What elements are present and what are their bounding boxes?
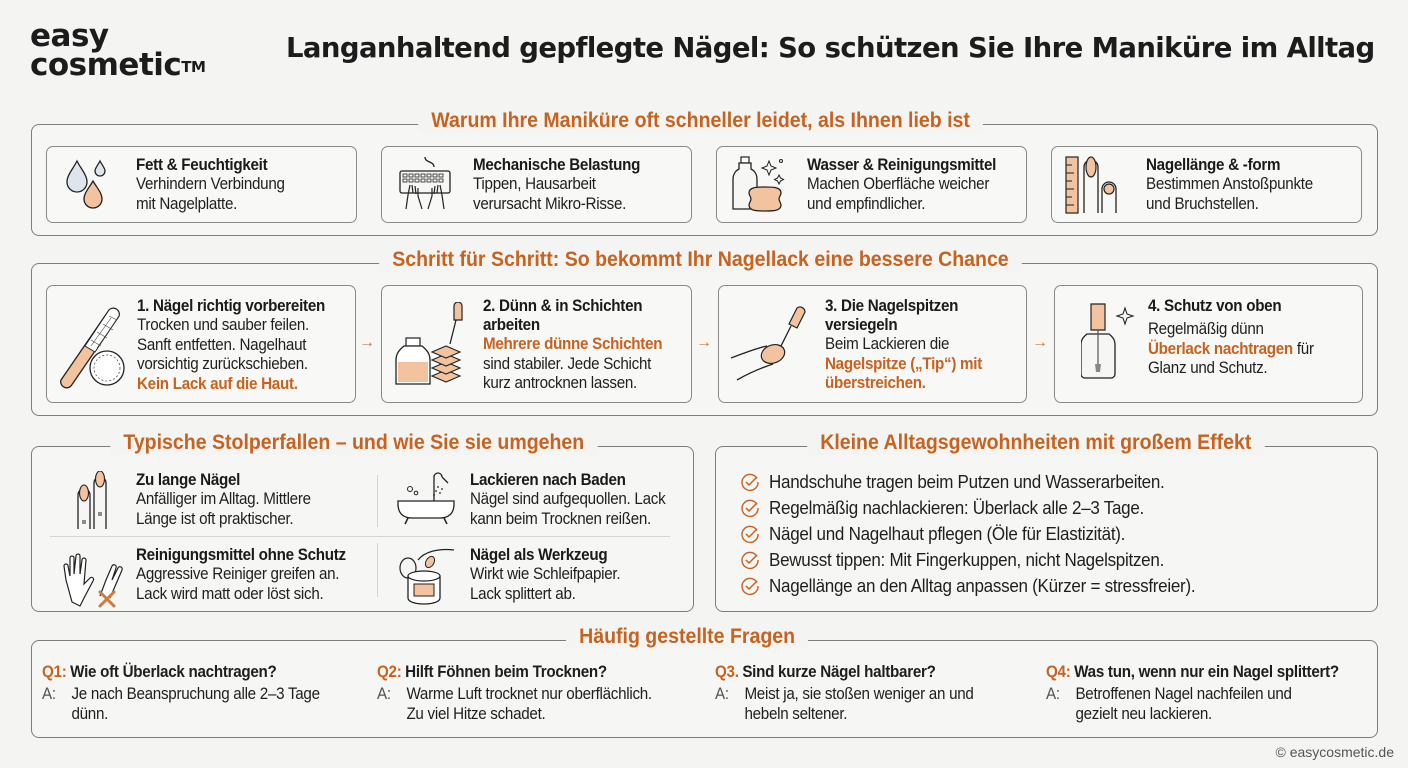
step-title: 2. Dünn & in Schichten [483,297,643,315]
ruler-nails-icon [1064,153,1126,217]
answer-line: Betroffenen Nagel nachfeilen und [1075,685,1292,703]
pitfall-body-line: kann beim Trocknen reißen. [470,509,651,528]
causes-section [31,109,1378,236]
answer-label: A: [42,685,56,703]
water-drops-icon [63,155,123,215]
pitfall-title: Nägel als Werkzeug [470,546,608,564]
faq-item-1 [42,663,344,724]
keyboard-hands-icon [394,153,456,215]
card-body-line: und empfindlicher. [807,194,926,213]
cause-card-fat-moisture [46,146,357,223]
faq-section-title: Häufig gestellte Fragen [566,625,808,649]
page-title: Langanhaltend gepflegte Nägel: So schützen Sie Ihre Maniküre im Alltag [286,32,1375,64]
faq-item-2 [377,663,676,724]
card-body-line: Bestimmen Anstoßpunkte [1146,175,1313,193]
nail-file-pad-icon [55,302,131,392]
card-title: Nagellänge & -form [1146,156,1281,174]
trademark: TM [181,58,206,76]
habit-item [740,547,1232,573]
cause-card-mechanical [381,146,692,223]
step-body-line: Sanft entfetten. Nagelhaut [137,335,307,354]
answer-label: A: [715,685,729,703]
step-title-cont: versiegeln [825,316,898,334]
habits-list [740,469,1232,599]
card-body-line: verursacht Mikro-Risse. [473,194,627,213]
pitfall-painting-after-bath [386,471,686,531]
step-card-1 [46,285,356,403]
pitfall-body-line: Länge ist oft praktischer. [136,509,294,528]
can-opening-icon [394,546,458,606]
habits-section [715,431,1378,612]
question-number: Q4: [1046,663,1071,681]
answer-line: gezielt neu lackieren. [1075,704,1212,723]
card-body-line: Tippen, Hausarbeit [473,175,596,193]
step-arrow-icon: → [359,334,375,351]
habit-text: Handschuhe tragen beim Putzen und Wasserarbeiten. [769,471,1165,492]
step-title: 1. Nägel richtig vorbereiten [137,297,325,315]
answer-label: A: [377,685,391,703]
answer-label: A: [1046,685,1060,703]
pitfall-body-line: Lack splittert ab. [470,584,576,603]
question-number: Q1: [42,663,67,681]
card-body-line: und Bruchstellen. [1146,194,1259,213]
card-title: Mechanische Belastung [473,156,641,174]
step-highlight: überstreichen. [825,374,926,392]
gloves-cross-icon [60,548,124,608]
answer-line: dünn. [71,704,109,723]
step-highlight: Mehrere dünne Schichten [483,335,663,353]
step-title-cont: arbeiten [483,316,540,334]
pitfall-title: Zu lange Nägel [136,471,241,489]
step-body-line: Regelmäßig dünn [1148,320,1264,338]
habit-text: Bewusst tippen: Mit Fingerkuppen, nicht Nagelspitzen. [769,549,1165,570]
answer-line: Meist ja, sie stoßen weniger an und [744,685,974,703]
topcoat-bottle-icon [1081,300,1151,390]
pitfall-body-line: Lack wird matt oder löst sich. [136,584,324,603]
pitfalls-section-title: Typische Stolperfallen – und wie Sie sie umgehen [110,431,597,455]
card-body-line: Verhindern Verbindung [136,175,285,193]
logo-line1: easy [30,18,109,54]
faq-item-3 [715,663,996,724]
step-card-3 [718,285,1027,403]
habit-item [740,469,1232,495]
pitfall-body-line: Nägel sind aufgequollen. Lack [470,490,666,508]
check-circle-icon [740,498,760,518]
pitfalls-section [31,431,694,612]
step-body-line: kurz antrocknen lassen. [483,374,637,392]
step-body-line: sind stabiler. Jede Schicht [483,354,652,373]
step-title: 4. Schutz von oben [1148,297,1282,315]
pitfall-body-line: Aggressive Reiniger greifen an. [136,565,340,583]
faq-section [31,625,1378,738]
card-title: Wasser & Reinigungsmittel [807,156,997,174]
answer-line: hebeln seltener. [744,704,848,723]
step-body-line: vorsichtig zurückschieben. [137,355,308,373]
step-arrow-icon: → [696,334,712,351]
habit-item [740,521,1232,547]
steps-section [31,248,1378,416]
polish-bottle-layers-icon [392,302,472,392]
habit-text: Nagellänge an den Alltag anpassen (Kürzer = stressfreier). [769,575,1196,596]
check-circle-icon [740,550,760,570]
faq-item-4 [1046,663,1364,724]
copyright-footer: © easycosmetic.de [1275,744,1394,760]
pitfall-long-nails [50,471,370,531]
pitfall-body-line: Wirkt wie Schleifpapier. [470,565,621,583]
cause-card-water-detergent [716,146,1027,223]
brand-logo [30,18,206,83]
causes-section-title: Warum Ihre Maniküre oft schneller leidet, als Ihnen lieb ist [418,109,983,133]
step-arrow-icon: → [1032,334,1048,351]
check-circle-icon [740,524,760,544]
cause-card-nail-length [1051,146,1362,223]
pitfall-nails-as-tool [386,546,686,606]
step-body-line: Glanz und Schutz. [1148,359,1268,377]
habit-text: Regelmäßig nachlackieren: Überlack alle 2–3 Tage. [769,497,1145,518]
pitfalls-divider-horizontal [50,536,670,537]
pitfall-detergent-without-protection [50,546,370,606]
pitfalls-divider-vertical [377,475,378,527]
card-body-line: Machen Oberfläche weicher [807,175,990,193]
question-text: Hilft Föhnen beim Trocknen? [405,663,607,681]
step-body-text: für [1292,339,1314,358]
step-card-4 [1054,285,1363,403]
check-circle-icon [740,472,760,492]
answer-line: Warme Luft trocknet nur oberflächlich. [406,685,652,703]
pitfall-title: Reinigungsmittel ohne Schutz [136,546,346,564]
question-text: Was tun, wenn nur ein Nagel splittert? [1074,663,1339,681]
habit-item [740,573,1232,599]
check-circle-icon [740,576,760,596]
question-text: Sind kurze Nägel haltbarer? [742,663,936,681]
habit-item [740,495,1232,521]
question-text: Wie oft Überlack nachtragen? [70,663,277,681]
step-highlight: Kein Lack auf die Haut. [137,374,298,393]
step-highlight: Überlack nachtragen [1148,339,1293,358]
pitfall-title: Lackieren nach Baden [470,471,626,489]
answer-line: Zu viel Hitze schadet. [406,704,546,723]
card-title: Fett & Feuchtigkeit [136,156,268,174]
long-nails-icon [64,471,124,531]
step-highlight: Nagelspitze („Tip“) mit [825,354,983,373]
question-number: Q2: [377,663,402,681]
steps-section-title: Schritt für Schritt: So bekommt Ihr Nagellack eine bessere Chance [379,248,1022,272]
logo-line2: cosmetic [30,47,182,83]
answer-line: Je nach Beanspruchung alle 2–3 Tage [71,685,320,703]
brush-fingertip-icon [727,302,813,392]
card-body-line: mit Nagelplatte. [136,194,238,213]
pitfalls-divider-vertical [377,543,378,597]
step-card-2 [381,285,692,403]
step-title: 3. Die Nagelspitzen [825,297,959,315]
habit-text: Nägel und Nagelhaut pflegen (Öle für Elastizität). [769,523,1126,544]
step-body-line: Trocken und sauber feilen. [137,316,310,334]
bathtub-icon [394,471,458,529]
step-body-line: Beim Lackieren die [825,335,950,353]
pitfall-body-line: Anfälliger im Alltag. Mittlere [136,490,311,508]
question-number: Q3. [715,663,739,681]
detergent-sponge-icon [729,153,791,217]
habits-section-title: Kleine Alltagsgewohnheiten mit großem Effekt [807,431,1264,455]
